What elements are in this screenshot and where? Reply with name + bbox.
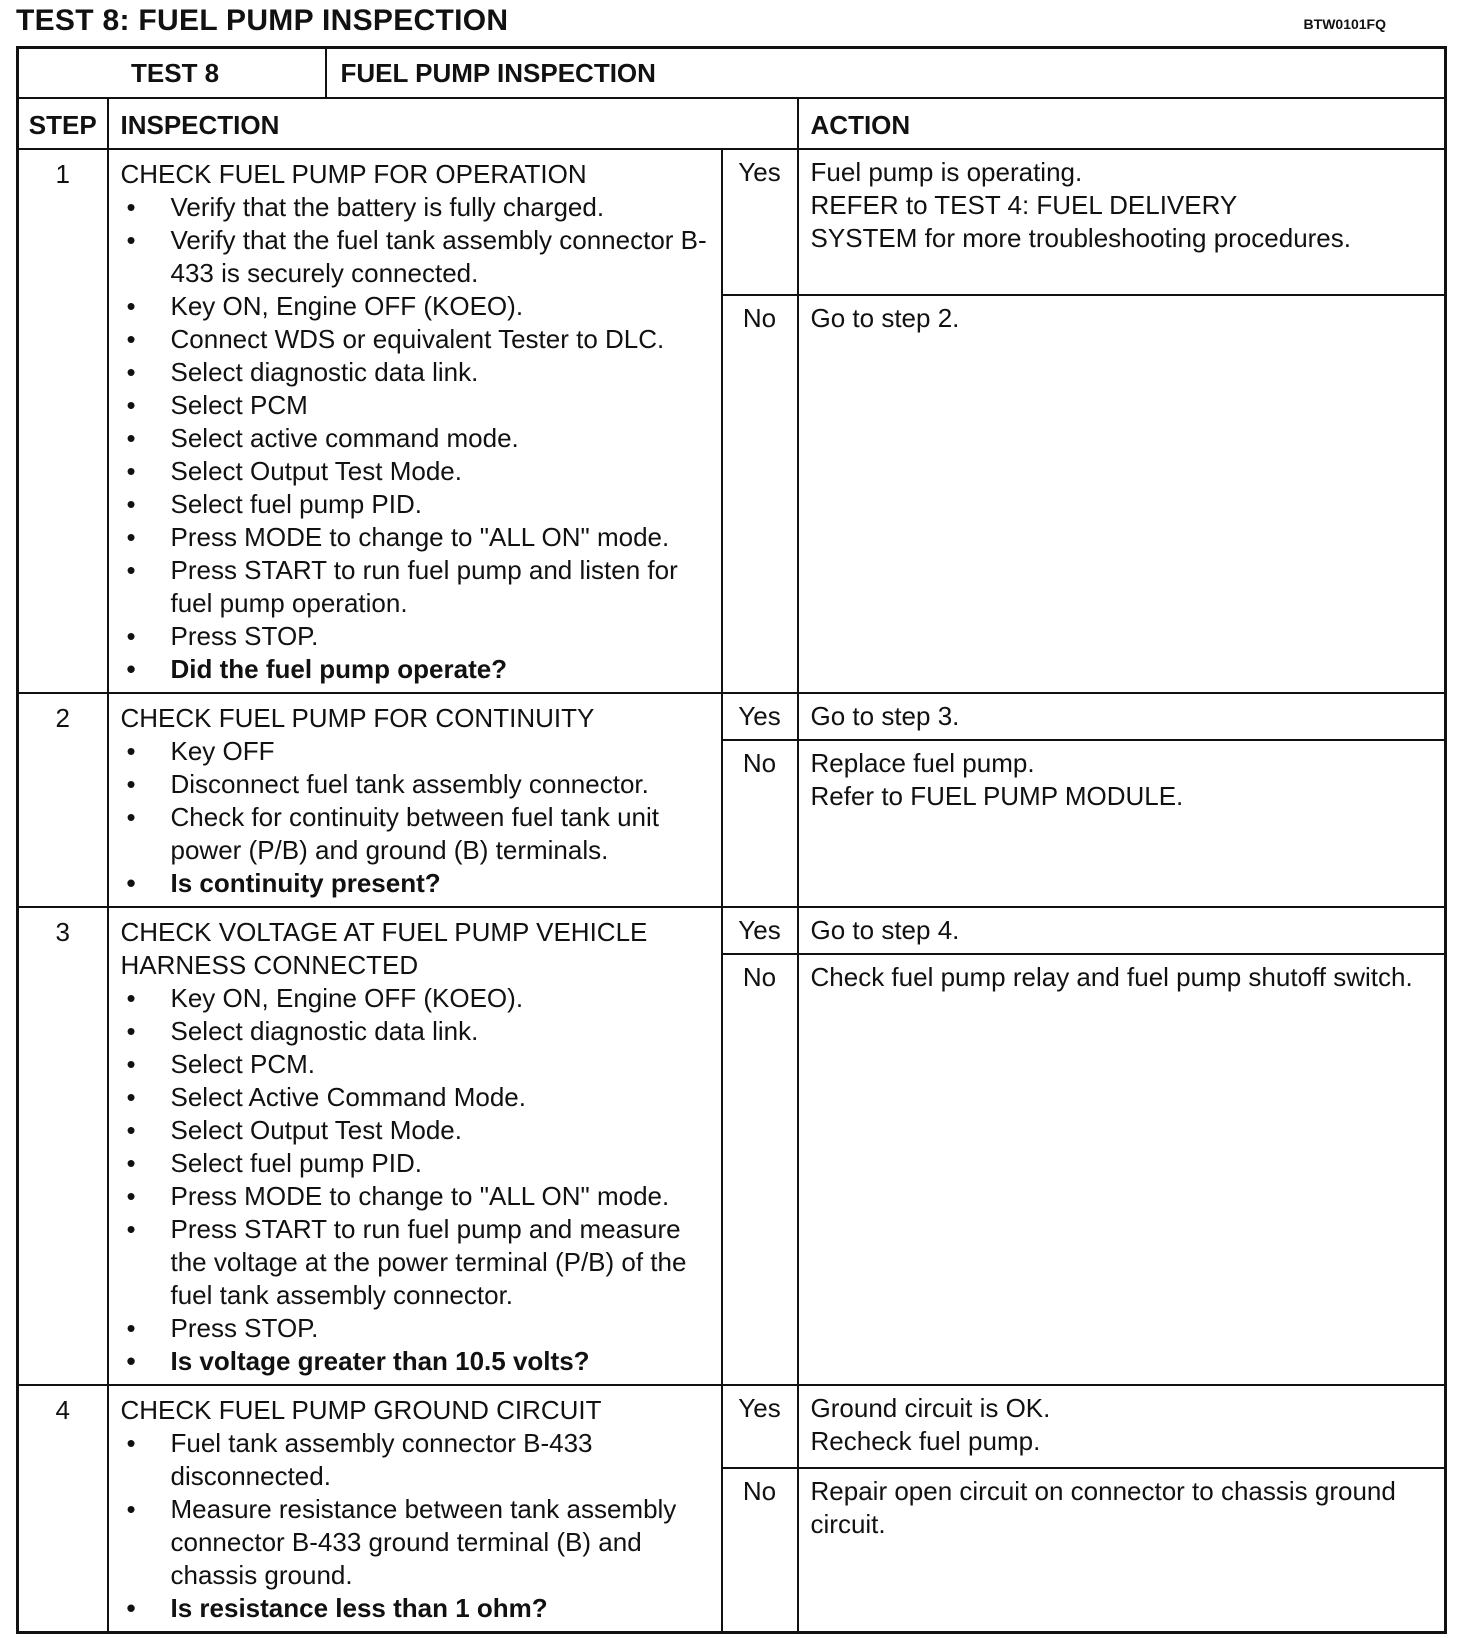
column-header-row — [18, 98, 1446, 149]
column-header-action: ACTION — [798, 98, 1446, 149]
inspection-bullet: • Select Output Test Mode. — [121, 1114, 711, 1147]
action-text: Check fuel pump relay and fuel pump shutoff switch. — [810, 961, 1413, 992]
inspection-bullets — [121, 191, 711, 686]
inspection-bullets — [121, 735, 711, 900]
yes-label: Yes — [722, 1385, 798, 1468]
action-text: Go to step 4. — [810, 914, 960, 945]
inspection-bullet: • Verify that the fuel tank assembly connector B-433 is securely connected. — [121, 224, 711, 290]
inspection-heading: CHECK FUEL PUMP FOR CONTINUITY — [120, 702, 595, 733]
inspection-bullets — [121, 1427, 711, 1625]
step-row-2-yes — [18, 693, 1446, 740]
step-row-1-yes — [18, 149, 1446, 296]
inspection-bullet: • Select Active Command Mode. — [121, 1081, 711, 1114]
yes-action — [798, 693, 1446, 740]
action-text: Fuel pump is operating. — [810, 156, 1083, 187]
inspection-cell — [108, 1385, 722, 1633]
inspection-bullet: • Key ON, Engine OFF (KOEO). — [121, 982, 711, 1015]
steps-body — [18, 149, 1446, 1633]
action-text: Go to step 2. — [810, 303, 960, 334]
no-label: No — [722, 740, 798, 907]
inspection-bullet: • Connect WDS or equivalent Tester to DLC. — [121, 323, 711, 356]
inspection-bullet: • Press MODE to change to "ALL ON" mode. — [121, 1180, 711, 1213]
yes-label: Yes — [722, 149, 798, 296]
inspection-bullet: • Key ON, Engine OFF (KOEO). — [121, 290, 711, 323]
inspection-cell — [108, 907, 722, 1385]
column-header-step: STEP — [18, 98, 108, 149]
inspection-bullet: • Fuel tank assembly connector B-433 disconnected. — [121, 1427, 711, 1493]
no-action — [798, 1468, 1446, 1632]
action-text: Refer to FUEL PUMP MODULE. — [810, 780, 1184, 811]
test-name: FUEL PUMP INSPECTION — [326, 48, 1446, 98]
reference-code: BTW0101FQ — [1303, 16, 1386, 32]
inspection-table — [16, 46, 1447, 1634]
inspection-bullets — [121, 982, 711, 1378]
yes-action — [798, 1385, 1446, 1468]
yes-action — [798, 907, 1446, 954]
inspection-bullet: • Select active command mode. — [121, 422, 711, 455]
step-number: 3 — [18, 907, 108, 1385]
step-row-3-yes — [18, 907, 1446, 954]
test-header-row — [18, 48, 1446, 98]
action-text: Go to step 3. — [810, 700, 960, 731]
step-number: 4 — [18, 1385, 108, 1633]
step-row-4-yes — [18, 1385, 1446, 1468]
inspection-bullet: • Select Output Test Mode. — [121, 455, 711, 488]
column-header-inspection: INSPECTION — [108, 98, 798, 149]
yes-action — [798, 149, 1446, 296]
inspection-bullet: • Select diagnostic data link. — [121, 356, 711, 389]
action-text: Recheck fuel pump. — [810, 1425, 1041, 1456]
inspection-bullet: • Check for continuity between fuel tank unit power (P/B) and ground (B) terminals. — [121, 801, 711, 867]
inspection-bullet: • Press START to run fuel pump and measure the voltage at the power terminal (P/B) of the fuel tank assembly connector. — [121, 1213, 711, 1312]
action-text: SYSTEM for more troubleshooting procedures. — [810, 222, 1351, 253]
inspection-bullet: • Select fuel pump PID. — [121, 1147, 711, 1180]
inspection-heading: CHECK VOLTAGE AT FUEL PUMP VEHICLE HARNESS CONNECTED — [120, 916, 648, 980]
inspection-cell — [108, 693, 722, 907]
inspection-heading: CHECK FUEL PUMP FOR OPERATION — [120, 158, 587, 189]
inspection-bullet: • Key OFF — [121, 735, 711, 768]
inspection-question: • Is voltage greater than 10.5 volts? — [121, 1345, 711, 1378]
inspection-bullet: • Select diagnostic data link. — [121, 1015, 711, 1048]
no-label: No — [722, 954, 798, 1385]
yes-label: Yes — [722, 907, 798, 954]
inspection-question: • Did the fuel pump operate? — [121, 653, 711, 686]
inspection-bullet: • Measure resistance between tank assembly connector B-433 ground terminal (B) and chassis ground. — [121, 1493, 711, 1592]
no-action — [798, 740, 1446, 907]
inspection-bullet: • Press STOP. — [121, 1312, 711, 1345]
inspection-bullet: • Press START to run fuel pump and listen for fuel pump operation. — [121, 554, 711, 620]
inspection-question: • Is continuity present? — [121, 867, 711, 900]
inspection-bullet: • Verify that the battery is fully charged. — [121, 191, 711, 224]
action-text: Repair open circuit on connector to chassis ground circuit. — [810, 1475, 1396, 1539]
step-number: 2 — [18, 693, 108, 907]
action-text: Ground circuit is OK. — [810, 1392, 1051, 1423]
inspection-bullet: • Select PCM — [121, 389, 711, 422]
yes-label: Yes — [722, 693, 798, 740]
test-label: TEST 8 — [18, 48, 326, 98]
inspection-heading: CHECK FUEL PUMP GROUND CIRCUIT — [120, 1394, 602, 1425]
inspection-bullet: • Select PCM. — [121, 1048, 711, 1081]
inspection-bullet: • Press MODE to change to "ALL ON" mode. — [121, 521, 711, 554]
no-action — [798, 954, 1446, 1385]
action-text: REFER to TEST 4: FUEL DELIVERY — [810, 189, 1238, 220]
inspection-question: • Is resistance less than 1 ohm? — [121, 1592, 711, 1625]
action-text: Replace fuel pump. — [810, 747, 1035, 778]
inspection-cell — [108, 149, 722, 693]
inspection-bullet: • Select fuel pump PID. — [121, 488, 711, 521]
page-title: TEST 8: FUEL PUMP INSPECTION — [16, 4, 509, 37]
inspection-bullet: • Press STOP. — [121, 620, 711, 653]
no-label: No — [722, 295, 798, 692]
step-number: 1 — [18, 149, 108, 693]
no-action — [798, 295, 1446, 692]
no-label: No — [722, 1468, 798, 1632]
inspection-bullet: • Disconnect fuel tank assembly connector. — [121, 768, 711, 801]
